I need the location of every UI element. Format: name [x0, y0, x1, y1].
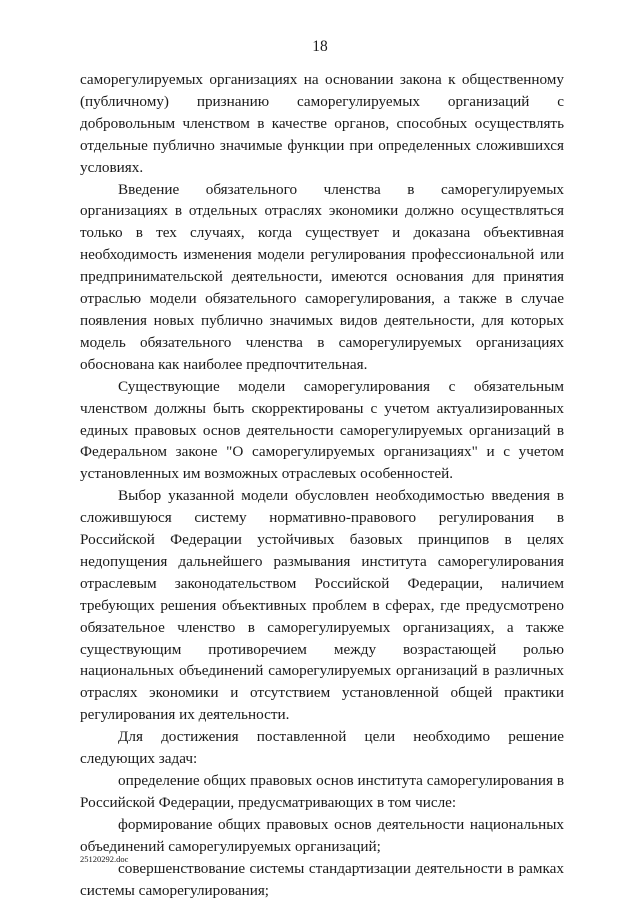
paragraph-task-legal-basis: определение общих правовых основ института саморегулирования в Российской Федерации, предусматривающих в том числе:	[80, 772, 564, 811]
document-filename: 25120292.doc	[80, 854, 129, 864]
page-number: 18	[312, 38, 328, 55]
body-text	[80, 69, 564, 901]
paragraph-task-national-associations: формирование общих правовых основ деятельности национальных объединений саморегулируемых организаций;	[80, 815, 564, 855]
paragraph-tasks-intro: Для достижения поставленной цели необходимо решение следующих задач:	[80, 728, 564, 768]
paragraph-task-standardization: совершенствование системы стандартизации деятельности в рамках системы саморегулирования;	[80, 859, 564, 899]
paragraph-model-choice: Выбор указанной модели обусловлен необходимостью введения в сложившуюся систему нормативно-правового регулирования в Российской Федерации устойчивых базовых принципов в целях недопущения дальнейшего размывания института саморегулирования отраслевым законодательством Российской Федерации, наличием требующих решения объективных проблем в сферах, где предусмотрено обязательное членство в саморегулируемых организациях, а также существующим противоречием между возрастающей ролью национальных объединений саморегулируемых организаций в различных отраслях экономики и отсутствием установленной общей практики регулирования их деятельности.	[80, 487, 564, 724]
paragraph-existing-models: Существующие модели саморегулирования с обязательным членством должны быть скорректированы с учетом актуализированных единых правовых основ деятельности саморегулируемых организаций в Федеральном законе "О саморегулируемых организациях" и с учетом установленных им возможных отраслевых особенностей.	[80, 377, 564, 483]
paragraph-continuation: саморегулируемых организациях на основании закона к общественному (публичному) признанию саморегулируемых организаций с добровольным членством в качестве органов, способных осуществлять отдельные публично значимые функции при определенных сложившихся условиях.	[80, 71, 564, 176]
paragraph-mandatory-membership: Введение обязательного членства в саморегулируемых организациях в отдельных отраслях экономики должно осуществляться только в тех случаях, когда существует и доказана объективная необходимость изменения модели регулирования профессиональной или предпринимательской деятельности, имеются основания для принятия отраслью модели обязательного саморегулирования, а также в случае появления новых публично значимых видов деятельности, для которых модель обязательного членства в саморегулируемых организациях обоснована как наиболее предпочтительная.	[80, 180, 564, 373]
